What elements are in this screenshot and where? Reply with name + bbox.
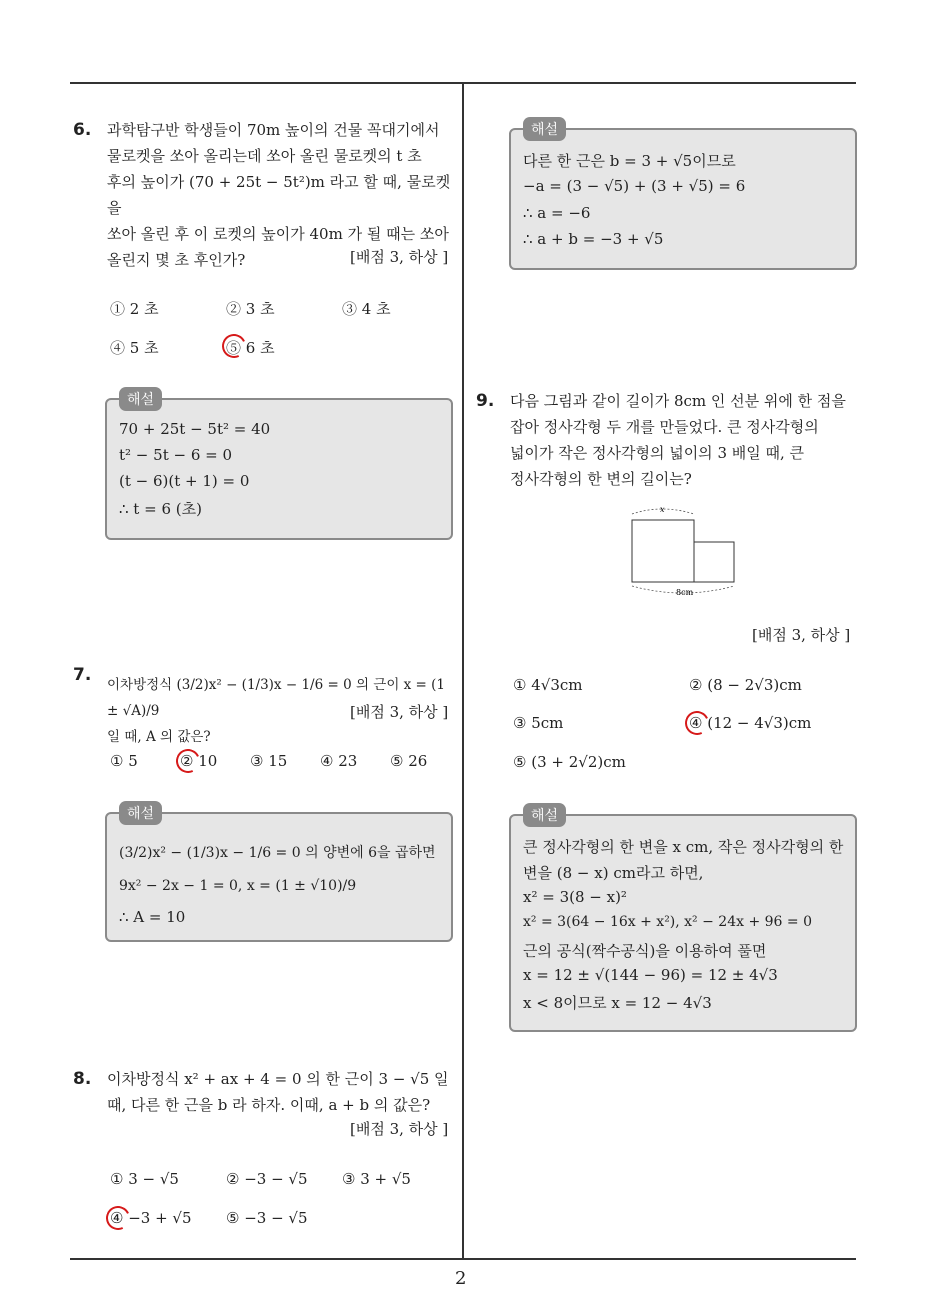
option-2[interactable]: ② −3 − √5 [226,1170,308,1188]
question-text: 다음 그림과 같이 길이가 8cm 인 선분 위에 한 점을 잡아 정사각형 두 개를 만들었다. 큰 정사각형의 넓이가 작은 정사각형의 넓이의 3 배일 때, 큰 정사각형의 한 변의 길이는? [510,392,846,488]
question-9 [476,388,855,492]
solution-line: x < 8이므로 x = 12 − 4√3 [523,994,712,1012]
solution-line: x² = 3(64 − 16x + x²), x² − 24x + 96 = 0 [523,914,812,930]
solution-tag: 해설 [119,801,162,825]
score-label: [배점 3, 하상 ] [350,248,449,266]
score-label: [배점 3, 하상 ] [350,703,449,721]
figure-bottom-label: 8cm [676,588,694,597]
option-1[interactable]: ① 5 [110,752,138,770]
solution-line: 다른 한 근은 b = 3 + √5이므로 [523,152,736,170]
option-3[interactable]: ③ 5cm [513,714,564,732]
solution-line: (t − 6)(t + 1) = 0 [119,472,250,490]
solution-line: x² = 3(8 − x)² [523,888,627,906]
option-1[interactable]: ① 2 초 [110,300,159,318]
solution-line: ∴ a = −6 [523,204,591,222]
solution-line: −a = (3 − √5) + (3 + √5) = 6 [523,177,746,195]
question-text: 이차방정식 (3/2)x² − (1/3)x − 1/6 = 0 의 근이 x = (1 ± √A)/9 일 때, A 의 값은? [107,677,446,745]
question-text: 과학탐구반 학생들이 70m 높이의 건물 꼭대기에서 물로켓을 쏘아 올리는데 쏘아 올린 물로켓의 t 초 후의 높이가 (70 + 25t − 5t²)m 라고 할 때, 물로켓을 쏘아 올린 후 이 로켓의 높이가 40m 가 될 때는 쏘아 올린지 몇 초 후인가? [107,121,451,269]
option-4[interactable]: ④ 5 초 [110,339,159,357]
answer-circle [103,1203,134,1234]
option-4[interactable]: ④ −3 + √5 [110,1209,192,1227]
question-8 [73,1066,457,1118]
option-3[interactable]: ③ 15 [250,752,288,770]
solution-tag: 해설 [523,117,566,141]
solution-line: 큰 정사각형의 한 변을 x cm, 작은 정사각형의 한 [523,838,844,856]
figure-top-label: x [660,505,665,514]
option-5[interactable]: ⑤ (3 + 2√2)cm [513,753,626,771]
solution-line: x = 12 ± √(144 − 96) = 12 ± 4√3 [523,966,778,984]
squares-figure [620,500,750,600]
option-1[interactable]: ① 4√3cm [513,676,583,694]
solution-line: 근의 공식(짝수공식)을 이용하여 풀면 [523,942,767,960]
solution-line: ∴ a + b = −3 + √5 [523,230,664,248]
solution-line: 9x² − 2x − 1 = 0, x = (1 ± √10)/9 [119,878,357,894]
solution-box-8 [509,122,857,270]
question-number: 8. [73,1069,92,1089]
option-5[interactable]: ⑤ −3 − √5 [226,1209,308,1227]
solution-tag: 해설 [119,387,162,411]
question-number: 6. [73,120,92,140]
answer-circle [682,708,713,739]
option-4[interactable]: ④ 23 [320,752,358,770]
column-divider [462,83,464,1259]
option-4[interactable]: ④ (12 − 4√3)cm [689,714,812,732]
answer-circle [173,746,204,777]
solution-tag: 해설 [523,803,566,827]
question-number: 7. [73,665,92,685]
option-5[interactable]: ⑤ 26 [390,752,428,770]
option-5[interactable]: ⑤ 6 초 [226,339,275,357]
bottom-rule [70,1258,856,1260]
solution-line: ∴ A = 10 [119,908,186,926]
score-label: [배점 3, 하상 ] [350,1120,449,1138]
option-3[interactable]: ③ 4 초 [342,300,391,318]
option-1[interactable]: ① 3 − √5 [110,1170,179,1188]
option-3[interactable]: ③ 3 + √5 [342,1170,411,1188]
solution-box-6 [105,392,453,540]
question-number: 9. [476,391,495,411]
solution-line: t² − 5t − 6 = 0 [119,446,233,464]
solution-box-7 [105,806,453,942]
option-2[interactable]: ② 10 [180,752,218,770]
score-label: [배점 3, 하상 ] [752,626,851,644]
question-text: 이차방정식 x² + ax + 4 = 0 의 한 근이 3 − √5 일 때, 다른 한 근을 b 라 하자. 이때, a + b 의 값은? [107,1070,449,1114]
solution-box-9 [509,808,857,1032]
solution-line: 변을 (8 − x) cm라고 하면, [523,864,704,882]
solution-line: 70 + 25t − 5t² = 40 [119,420,271,438]
option-2[interactable]: ② (8 − 2√3)cm [689,676,802,694]
solution-line: (3/2)x² − (1/3)x − 1/6 = 0 의 양변에 6을 곱하면 [119,845,436,861]
option-2[interactable]: ② 3 초 [226,300,275,318]
solution-line: ∴ t = 6 (초) [119,500,202,518]
page-number: 2 [455,1268,467,1289]
